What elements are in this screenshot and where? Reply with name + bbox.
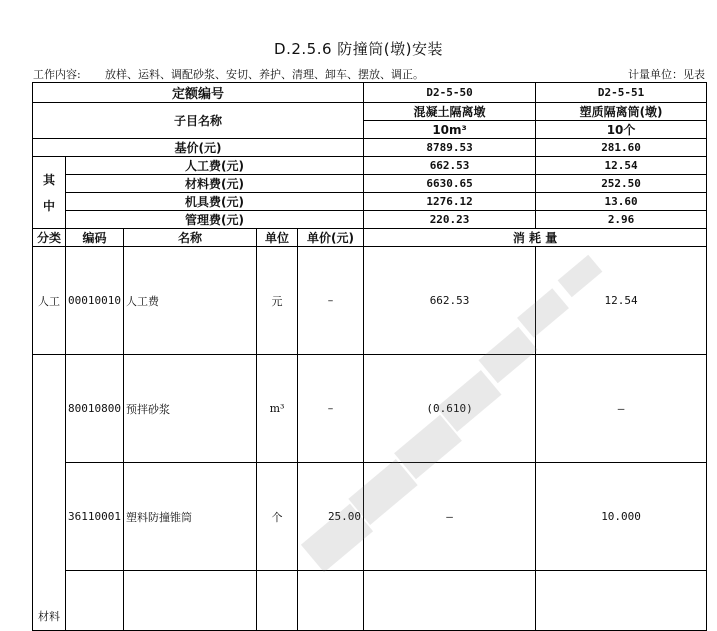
page-title: D.2.5.6 防撞筒(墩)安装: [274, 40, 443, 58]
management-cost-2: 2.96: [536, 211, 707, 229]
material-cost-2: 252.50: [536, 175, 707, 193]
row-unit: m³: [257, 355, 298, 463]
base-price-row: [33, 139, 707, 157]
row-code: 80010800: [66, 355, 124, 463]
base-price-1: 8789.53: [364, 139, 536, 157]
labor-cost-2: 12.54: [536, 157, 707, 175]
work-content-text: 放样、运料、调配砂浆、安切、养护、清理、卸车、摆放、调正。: [105, 68, 424, 81]
row-qty-1-empty: [364, 571, 536, 631]
row-qty-2-empty: [536, 571, 707, 631]
item-unit-1: 10m³: [364, 121, 536, 139]
management-cost-label: 管理费(元): [66, 211, 364, 229]
column-header-row: [33, 229, 707, 247]
table-row: [33, 247, 707, 355]
row-category-material: 材料: [33, 355, 66, 631]
row-unit-price: 25.00: [298, 463, 364, 571]
row-code-empty: [66, 571, 124, 631]
col-code: 编码: [66, 229, 124, 247]
row-unit: 元: [257, 247, 298, 355]
row-unit: 个: [257, 463, 298, 571]
work-content-label: 工作内容:: [33, 68, 81, 81]
row-qty-1: (0.610): [364, 355, 536, 463]
col-category: 分类: [33, 229, 66, 247]
of-which-label: [33, 157, 66, 229]
row-qty-2: 10.000: [536, 463, 707, 571]
machine-cost-row: [33, 193, 707, 211]
row-unit-price-empty: [298, 571, 364, 631]
of-which-bottom: 中: [42, 198, 55, 213]
of-which-top: 其: [42, 172, 55, 187]
material-cost-1: 6630.65: [364, 175, 536, 193]
machine-cost-label: 机具费(元): [66, 193, 364, 211]
unit-note: 计量单位：见表: [628, 68, 705, 81]
row-unit-empty: [257, 571, 298, 631]
machine-cost-2: 13.60: [536, 193, 707, 211]
row-code: 00010010: [66, 247, 124, 355]
col-consumption: 消 耗 量: [364, 229, 707, 247]
item-name-row: [33, 103, 707, 121]
labor-cost-1: 662.53: [364, 157, 536, 175]
quota-code-row: [33, 83, 707, 103]
row-name-empty: [124, 571, 257, 631]
base-price-2: 281.60: [536, 139, 707, 157]
quota-table: [32, 82, 707, 631]
item-name-2: 塑质隔离筒(墩): [536, 103, 707, 121]
row-category: 人工: [33, 247, 66, 355]
row-name: 预拌砂浆: [124, 355, 257, 463]
management-cost-1: 220.23: [364, 211, 536, 229]
quota-code-1: D2-5-50: [364, 83, 536, 103]
item-name-1: 混凝土隔离墩: [364, 103, 536, 121]
quota-code-label: 定额编号: [33, 83, 364, 103]
table-row: [33, 463, 707, 571]
quota-code-2: D2-5-51: [536, 83, 707, 103]
labor-cost-row: [33, 157, 707, 175]
item-name-label: 子目名称: [33, 103, 364, 139]
row-code: 36110001: [66, 463, 124, 571]
machine-cost-1: 1276.12: [364, 193, 536, 211]
col-unit-price: 单价(元): [298, 229, 364, 247]
material-cost-row: [33, 175, 707, 193]
table-row: [33, 355, 707, 463]
row-unit-price: –: [298, 247, 364, 355]
row-qty-2: –: [536, 355, 707, 463]
work-content: [33, 66, 424, 82]
material-cost-label: 材料费(元): [66, 175, 364, 193]
base-price-label: 基价(元): [33, 139, 364, 157]
row-qty-1: –: [364, 463, 536, 571]
row-qty-2: 12.54: [536, 247, 707, 355]
row-name: 塑料防撞锥筒: [124, 463, 257, 571]
table-row-continued: [33, 571, 707, 631]
row-unit-price: –: [298, 355, 364, 463]
row-name: 人工费: [124, 247, 257, 355]
labor-cost-label: 人工费(元): [66, 157, 364, 175]
item-unit-2: 10个: [536, 121, 707, 139]
col-name: 名称: [124, 229, 257, 247]
management-cost-row: [33, 211, 707, 229]
col-unit: 单位: [257, 229, 298, 247]
row-qty-1: 662.53: [364, 247, 536, 355]
